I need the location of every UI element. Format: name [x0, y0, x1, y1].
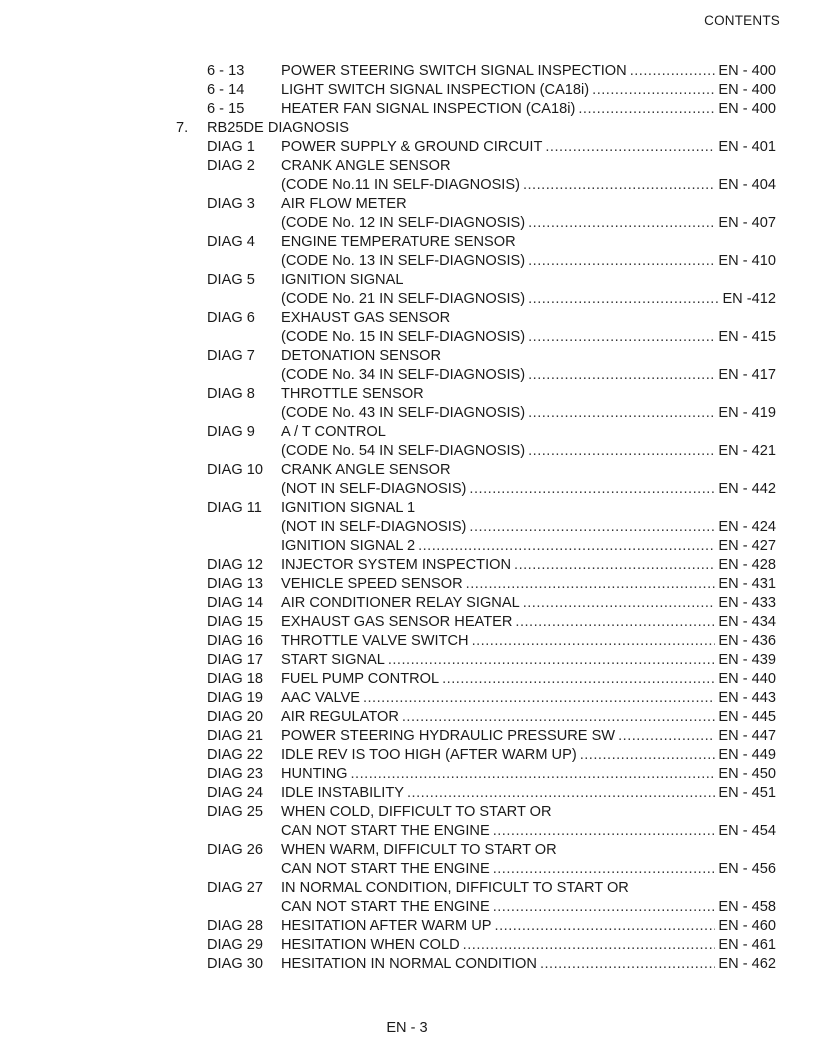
toc-entry — [281, 727, 776, 746]
toc-row — [0, 366, 814, 385]
dot-leader — [418, 537, 715, 556]
entry-title: FUEL PUMP CONTROL — [281, 671, 440, 687]
entry-title: (CODE No. 15 IN SELF-DIAGNOSIS) — [281, 329, 526, 345]
toc-row — [0, 613, 814, 632]
entry-page: EN - 400 — [718, 63, 776, 79]
toc-entry — [281, 214, 776, 233]
entry-title: AIR CONDITIONER RELAY SIGNAL — [281, 595, 520, 611]
entry-title: CAN NOT START THE ENGINE — [281, 861, 490, 877]
toc-entry — [281, 62, 776, 81]
dot-leader — [402, 708, 716, 727]
entry-number: DIAG 30 — [207, 956, 263, 972]
entry-title: A / T CONTROL — [281, 424, 386, 440]
entry-title: HEATER FAN SIGNAL INSPECTION (CA18i) — [281, 101, 576, 117]
entry-title: AAC VALVE — [281, 690, 360, 706]
entry-title: POWER STEERING HYDRAULIC PRESSURE SW — [281, 728, 616, 744]
entry-number: DIAG 28 — [207, 918, 263, 934]
entry-title: ENGINE TEMPERATURE SENSOR — [281, 234, 516, 250]
entry-number: DIAG 19 — [207, 690, 263, 706]
entry-page: EN - 433 — [718, 595, 776, 611]
toc-entry — [281, 936, 776, 955]
toc-entry — [281, 518, 776, 537]
toc-entry — [281, 138, 776, 157]
toc-entry — [281, 955, 776, 974]
entry-title: AIR REGULATOR — [281, 709, 399, 725]
entry-page: EN - 442 — [718, 481, 776, 497]
entry-title: WHEN WARM, DIFFICULT TO START OR — [281, 842, 557, 858]
toc-row — [0, 157, 814, 176]
toc-entry — [281, 347, 776, 366]
dot-leader — [528, 252, 715, 271]
entry-page: EN - 400 — [718, 101, 776, 117]
entry-page: EN - 449 — [718, 747, 776, 763]
entry-title: (CODE No. 21 IN SELF-DIAGNOSIS) — [281, 291, 526, 307]
toc-entry — [281, 233, 776, 252]
dot-leader — [388, 651, 716, 670]
dot-leader — [515, 613, 715, 632]
entry-page: EN - 445 — [718, 709, 776, 725]
entry-page: EN - 415 — [718, 329, 776, 345]
entry-number: DIAG 12 — [207, 557, 263, 573]
entry-title: HESITATION WHEN COLD — [281, 937, 460, 953]
entry-title: (NOT IN SELF-DIAGNOSIS) — [281, 481, 467, 497]
toc-entry — [281, 784, 776, 803]
toc-row — [0, 632, 814, 651]
dot-leader — [466, 575, 716, 594]
dot-leader — [442, 670, 715, 689]
toc-row — [0, 746, 814, 765]
entry-number: DIAG 17 — [207, 652, 263, 668]
entry-title: (CODE No. 13 IN SELF-DIAGNOSIS) — [281, 253, 526, 269]
dot-leader — [493, 898, 716, 917]
toc-row — [0, 309, 814, 328]
toc-row — [0, 689, 814, 708]
toc-entry — [281, 404, 776, 423]
toc-entry — [281, 271, 776, 290]
entry-page: EN - 428 — [718, 557, 776, 573]
toc-entry — [281, 822, 776, 841]
toc-row — [0, 556, 814, 575]
entry-title: POWER STEERING SWITCH SIGNAL INSPECTION — [281, 63, 627, 79]
toc-row — [0, 404, 814, 423]
dot-leader — [528, 404, 715, 423]
entry-number: DIAG 5 — [207, 272, 255, 288]
entry-title: (CODE No. 34 IN SELF-DIAGNOSIS) — [281, 367, 526, 383]
section-number: 7. — [176, 120, 189, 136]
entry-number: DIAG 4 — [207, 234, 255, 250]
dot-leader — [469, 518, 715, 537]
entry-number: DIAG 1 — [207, 139, 255, 155]
entry-title: HUNTING — [281, 766, 348, 782]
toc-entry — [281, 708, 776, 727]
dot-leader — [495, 917, 716, 936]
toc-row — [0, 879, 814, 898]
dot-leader — [630, 62, 716, 81]
entry-number: DIAG 3 — [207, 196, 255, 212]
toc-row — [0, 62, 814, 81]
toc-row — [0, 803, 814, 822]
dot-leader — [528, 328, 715, 347]
toc-entry — [281, 309, 776, 328]
entry-title: HESITATION IN NORMAL CONDITION — [281, 956, 537, 972]
toc-entry — [281, 537, 776, 556]
toc-row — [0, 119, 814, 138]
dot-leader — [472, 632, 716, 651]
toc-entry — [281, 689, 776, 708]
toc-row — [0, 822, 814, 841]
toc-row — [0, 233, 814, 252]
toc-row — [0, 290, 814, 309]
table-of-contents — [0, 62, 814, 974]
entry-title: CRANK ANGLE SENSOR — [281, 462, 451, 478]
toc-row — [0, 347, 814, 366]
toc-row — [0, 708, 814, 727]
entry-page: EN - 460 — [718, 918, 776, 934]
entry-title: (NOT IN SELF-DIAGNOSIS) — [281, 519, 467, 535]
toc-entry — [281, 100, 776, 119]
entry-title: CRANK ANGLE SENSOR — [281, 158, 451, 174]
entry-page: EN -412 — [722, 291, 776, 307]
entry-title: (CODE No. 43 IN SELF-DIAGNOSIS) — [281, 405, 526, 421]
toc-entry — [281, 81, 776, 100]
toc-row — [0, 252, 814, 271]
entry-title: POWER SUPPLY & GROUND CIRCUIT — [281, 139, 543, 155]
toc-entry — [281, 461, 776, 480]
toc-row — [0, 461, 814, 480]
entry-page: EN - 440 — [718, 671, 776, 687]
entry-title: AIR FLOW METER — [281, 196, 407, 212]
entry-page: EN - 434 — [718, 614, 776, 630]
entry-title: HESITATION AFTER WARM UP — [281, 918, 492, 934]
entry-number: DIAG 24 — [207, 785, 263, 801]
entry-title: CAN NOT START THE ENGINE — [281, 899, 490, 915]
dot-leader — [493, 860, 716, 879]
entry-page: EN - 421 — [718, 443, 776, 459]
toc-row — [0, 594, 814, 613]
entry-number: DIAG 25 — [207, 804, 263, 820]
toc-row — [0, 81, 814, 100]
toc-row — [0, 651, 814, 670]
entry-page: EN - 404 — [718, 177, 776, 193]
entry-page: EN - 417 — [718, 367, 776, 383]
entry-title: IGNITION SIGNAL 2 — [281, 538, 416, 554]
toc-row — [0, 765, 814, 784]
toc-row — [0, 100, 814, 119]
dot-leader — [580, 746, 716, 765]
entry-number: 6 - 13 — [207, 63, 245, 79]
entry-number: DIAG 21 — [207, 728, 263, 744]
entry-title: THROTTLE VALVE SWITCH — [281, 633, 469, 649]
entry-number: DIAG 14 — [207, 595, 263, 611]
entry-number: DIAG 16 — [207, 633, 263, 649]
entry-number: DIAG 26 — [207, 842, 263, 858]
entry-number: DIAG 15 — [207, 614, 263, 630]
toc-row — [0, 841, 814, 860]
page-number: EN - 3 — [386, 1020, 428, 1036]
entry-page: EN - 419 — [718, 405, 776, 421]
toc-entry — [281, 328, 776, 347]
dot-leader — [545, 138, 715, 157]
entry-number: 6 - 14 — [207, 82, 245, 98]
entry-title: (CODE No.11 IN SELF-DIAGNOSIS) — [281, 177, 520, 193]
page-header-title: CONTENTS — [704, 13, 780, 28]
entry-page: EN - 451 — [718, 785, 776, 801]
toc-entry — [281, 556, 776, 575]
entry-title: IGNITION SIGNAL — [281, 272, 404, 288]
toc-entry — [281, 252, 776, 271]
toc-entry — [281, 841, 776, 860]
toc-row — [0, 385, 814, 404]
toc-row — [0, 518, 814, 537]
dot-leader — [363, 689, 715, 708]
entry-page: EN - 410 — [718, 253, 776, 269]
entry-number: DIAG 9 — [207, 424, 255, 440]
entry-page: EN - 456 — [718, 861, 776, 877]
toc-entry — [281, 442, 776, 461]
entry-number: DIAG 27 — [207, 880, 263, 896]
dot-leader — [618, 727, 715, 746]
entry-number: DIAG 18 — [207, 671, 263, 687]
entry-title: IDLE REV IS TOO HIGH (AFTER WARM UP) — [281, 747, 577, 763]
entry-number: DIAG 10 — [207, 462, 263, 478]
entry-title: CAN NOT START THE ENGINE — [281, 823, 490, 839]
toc-entry — [281, 746, 776, 765]
entry-title: WHEN COLD, DIFFICULT TO START OR — [281, 804, 552, 820]
entry-title: START SIGNAL — [281, 652, 385, 668]
toc-entry — [281, 290, 776, 309]
entry-page: EN - 458 — [718, 899, 776, 915]
entry-title: THROTTLE SENSOR — [281, 386, 424, 402]
toc-row — [0, 898, 814, 917]
entry-page: EN - 431 — [718, 576, 776, 592]
toc-row — [0, 537, 814, 556]
entry-number: DIAG 29 — [207, 937, 263, 953]
entry-number: DIAG 20 — [207, 709, 263, 725]
dot-leader — [528, 214, 715, 233]
toc-row — [0, 214, 814, 233]
entry-page: EN - 436 — [718, 633, 776, 649]
entry-page: EN - 424 — [718, 519, 776, 535]
entry-title: EXHAUST GAS SENSOR — [281, 310, 451, 326]
dot-leader — [523, 594, 716, 613]
dot-leader — [493, 822, 716, 841]
toc-row — [0, 480, 814, 499]
entry-number: DIAG 22 — [207, 747, 263, 763]
entry-number: DIAG 2 — [207, 158, 255, 174]
toc-entry — [281, 366, 776, 385]
toc-entry — [281, 917, 776, 936]
toc-row — [0, 575, 814, 594]
entry-number: DIAG 23 — [207, 766, 263, 782]
dot-leader — [407, 784, 715, 803]
toc-row — [0, 195, 814, 214]
dot-leader — [578, 100, 715, 119]
toc-entry — [281, 898, 776, 917]
dot-leader — [592, 81, 715, 100]
toc-row — [0, 138, 814, 157]
toc-entry — [281, 670, 776, 689]
toc-entry — [281, 157, 776, 176]
toc-entry — [281, 176, 776, 195]
dot-leader — [514, 556, 715, 575]
entry-number: 6 - 15 — [207, 101, 245, 117]
dot-leader — [523, 176, 715, 195]
toc-row — [0, 670, 814, 689]
dot-leader — [350, 765, 715, 784]
entry-title: DETONATION SENSOR — [281, 348, 442, 364]
entry-title: IN NORMAL CONDITION, DIFFICULT TO START OR — [281, 880, 629, 896]
entry-title: (CODE No. 12 IN SELF-DIAGNOSIS) — [281, 215, 526, 231]
toc-row — [0, 784, 814, 803]
entry-page: EN - 447 — [718, 728, 776, 744]
entry-number: DIAG 6 — [207, 310, 255, 326]
toc-row — [0, 499, 814, 518]
toc-entry — [281, 480, 776, 499]
entry-page: EN - 462 — [718, 956, 776, 972]
entry-page: EN - 400 — [718, 82, 776, 98]
toc-row — [0, 936, 814, 955]
toc-entry — [281, 765, 776, 784]
entry-title: IGNITION SIGNAL 1 — [281, 500, 416, 516]
toc-row — [0, 727, 814, 746]
toc-entry — [281, 575, 776, 594]
toc-row — [0, 955, 814, 974]
entry-page: EN - 439 — [718, 652, 776, 668]
toc-entry — [281, 803, 776, 822]
entry-title: VEHICLE SPEED SENSOR — [281, 576, 463, 592]
toc-entry — [281, 499, 776, 518]
toc-row — [0, 328, 814, 347]
entry-page: EN - 407 — [718, 215, 776, 231]
toc-entry — [281, 632, 776, 651]
toc-row — [0, 442, 814, 461]
toc-entry — [281, 879, 776, 898]
toc-entry — [281, 651, 776, 670]
entry-page: EN - 450 — [718, 766, 776, 782]
toc-row — [0, 917, 814, 936]
entry-number: DIAG 7 — [207, 348, 255, 364]
section-title: RB25DE DIAGNOSIS — [207, 120, 349, 136]
dot-leader — [540, 955, 715, 974]
entry-title: LIGHT SWITCH SIGNAL INSPECTION (CA18i) — [281, 82, 590, 98]
dot-leader — [528, 290, 719, 309]
entry-title: (CODE No. 54 IN SELF-DIAGNOSIS) — [281, 443, 526, 459]
entry-page: EN - 401 — [718, 139, 776, 155]
toc-row — [0, 176, 814, 195]
entry-page: EN - 427 — [718, 538, 776, 554]
entry-title: IDLE INSTABILITY — [281, 785, 404, 801]
entry-page: EN - 454 — [718, 823, 776, 839]
entry-page: EN - 443 — [718, 690, 776, 706]
toc-entry — [281, 385, 776, 404]
toc-entry — [281, 860, 776, 879]
entry-number: DIAG 11 — [207, 500, 262, 516]
entry-page: EN - 461 — [718, 937, 776, 953]
toc-entry — [281, 594, 776, 613]
toc-entry — [281, 423, 776, 442]
entry-number: DIAG 13 — [207, 576, 263, 592]
entry-number: DIAG 8 — [207, 386, 255, 402]
toc-row — [0, 860, 814, 879]
toc-row — [0, 271, 814, 290]
toc-row — [0, 423, 814, 442]
dot-leader — [528, 366, 715, 385]
toc-entry — [281, 613, 776, 632]
dot-leader — [528, 442, 715, 461]
dot-leader — [469, 480, 715, 499]
dot-leader — [463, 936, 716, 955]
entry-title: EXHAUST GAS SENSOR HEATER — [281, 614, 513, 630]
entry-title: INJECTOR SYSTEM INSPECTION — [281, 557, 512, 573]
toc-entry — [281, 195, 776, 214]
